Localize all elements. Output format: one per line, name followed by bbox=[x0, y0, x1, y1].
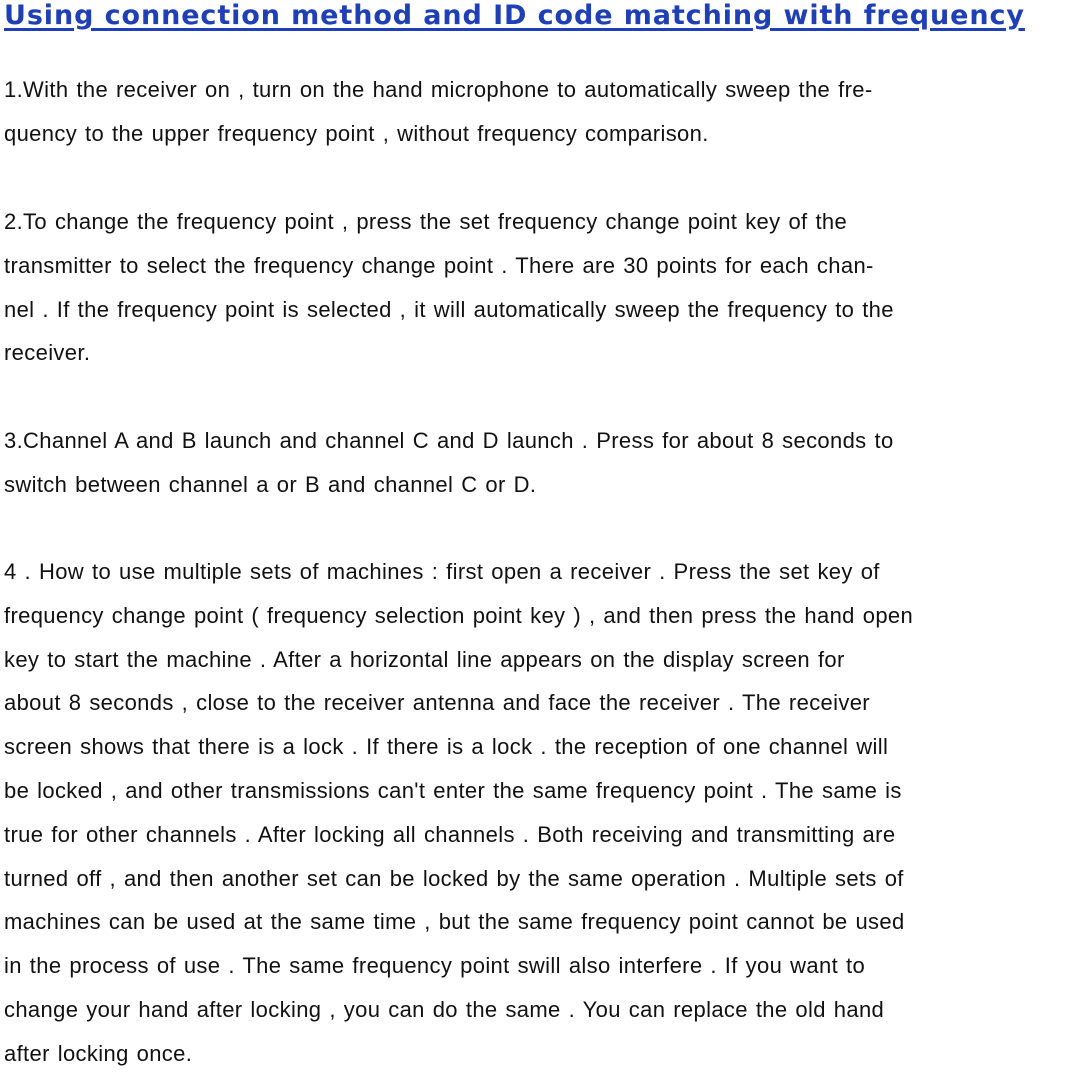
paragraph-line: nel . If the frequency point is selected , it will automatically sweep the frequency to the bbox=[4, 296, 894, 322]
paragraph-line: be locked , and other transmissions can't enter the same frequency point . The same is bbox=[4, 777, 902, 803]
paragraph-line: after locking once. bbox=[4, 1040, 193, 1066]
paragraph-line: key to start the machine . After a horizontal line appears on the display screen for bbox=[4, 646, 845, 672]
paragraph-line: screen shows that there is a lock . If there is a lock . the reception of one channel will bbox=[4, 734, 889, 760]
paragraph-line: in the process of use . The same frequency point swill also interfere . If you want to bbox=[4, 953, 866, 979]
paragraph-3 bbox=[4, 419, 1076, 507]
paragraph-line: about 8 seconds , close to the receiver antenna and face the receiver . The receiver bbox=[4, 690, 870, 716]
paragraph-line: frequency change point ( frequency selection point key ) , and then press the hand open bbox=[4, 602, 914, 628]
paragraph-2 bbox=[4, 200, 1076, 375]
paragraph-line: turned off , and then another set can be locked by the same operation . Multiple sets of bbox=[4, 865, 904, 891]
paragraph-line: 4 . How to use multiple sets of machines : first open a receiver . Press the set key of bbox=[4, 559, 880, 584]
paragraph-line: 1.With the receiver on , turn on the hand microphone to automatically sweep the fre- bbox=[4, 77, 873, 102]
paragraph-line: receiver. bbox=[4, 340, 91, 366]
paragraph-4 bbox=[4, 550, 1076, 1076]
paragraph-line: machines can be used at the same time , but the same frequency point cannot be used bbox=[4, 909, 905, 935]
page-title: Using connection method and ID code matching with frequency bbox=[4, 0, 1025, 31]
paragraph-line: 2.To change the frequency point , press the set frequency change point key of the bbox=[4, 209, 848, 234]
paragraph-line: transmitter to select the frequency change point . There are 30 points for each chan- bbox=[4, 252, 874, 278]
paragraph-line: quency to the upper frequency point , without frequency comparison. bbox=[4, 120, 709, 146]
paragraph-line: switch between channel a or B and channel C or D. bbox=[4, 471, 537, 497]
paragraph-line: change your hand after locking , you can do the same . You can replace the old hand bbox=[4, 996, 885, 1022]
paragraph-line: true for other channels . After locking all channels . Both receiving and transmitting are bbox=[4, 821, 896, 847]
paragraph-1 bbox=[4, 68, 1076, 156]
paragraph-line: 3.Channel A and B launch and channel C and D launch . Press for about 8 seconds to bbox=[4, 428, 894, 453]
